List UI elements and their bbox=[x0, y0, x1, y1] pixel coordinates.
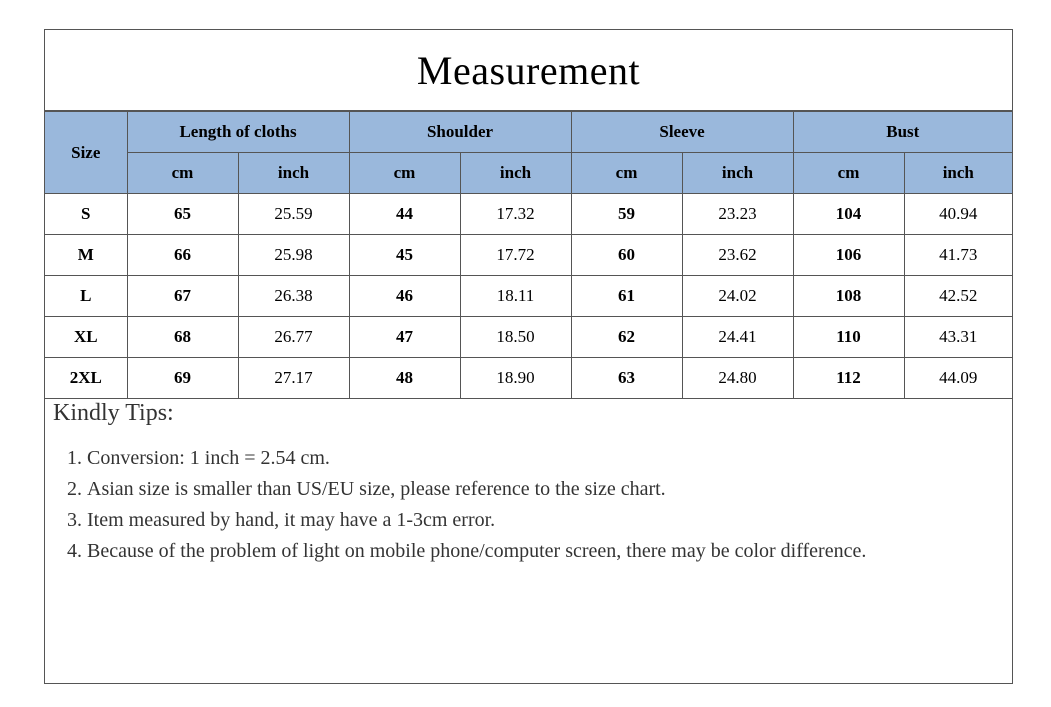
table-cell: 18.90 bbox=[460, 358, 571, 399]
size-table bbox=[45, 111, 1012, 399]
table-cell: 23.62 bbox=[682, 235, 793, 276]
tip-item: 4. Because of the problem of light on mobile phone/computer screen, there may be color difference. bbox=[87, 536, 913, 567]
table-cell: 47 bbox=[349, 317, 460, 358]
table-cell: 26.38 bbox=[238, 276, 349, 317]
table-cell: 24.02 bbox=[682, 276, 793, 317]
table-cell: 25.98 bbox=[238, 235, 349, 276]
table-row bbox=[45, 317, 1012, 358]
table-cell: 18.50 bbox=[460, 317, 571, 358]
group-header-shoulder: Shoulder bbox=[349, 112, 571, 153]
unit-header: cm bbox=[793, 153, 904, 194]
table-cell: 25.59 bbox=[238, 194, 349, 235]
table-row bbox=[45, 194, 1012, 235]
table-cell: 23.23 bbox=[682, 194, 793, 235]
unit-header: inch bbox=[460, 153, 571, 194]
kindly-tips bbox=[53, 400, 913, 567]
size-header: Size bbox=[45, 112, 127, 194]
table-cell: 24.41 bbox=[682, 317, 793, 358]
table-cell: 40.94 bbox=[904, 194, 1012, 235]
unit-header: cm bbox=[571, 153, 682, 194]
size-cell: L bbox=[45, 276, 127, 317]
table-cell: 44 bbox=[349, 194, 460, 235]
table-cell: 59 bbox=[571, 194, 682, 235]
table-cell: 66 bbox=[127, 235, 238, 276]
header-row-units bbox=[45, 153, 1012, 194]
table-cell: 44.09 bbox=[904, 358, 1012, 399]
unit-header: cm bbox=[349, 153, 460, 194]
size-cell: 2XL bbox=[45, 358, 127, 399]
table-cell: 27.17 bbox=[238, 358, 349, 399]
table-cell: 68 bbox=[127, 317, 238, 358]
table-cell: 104 bbox=[793, 194, 904, 235]
table-cell: 69 bbox=[127, 358, 238, 399]
header-row-groups bbox=[45, 112, 1012, 153]
page-title: Measurement bbox=[45, 30, 1012, 111]
unit-header: inch bbox=[904, 153, 1012, 194]
tips-title: Kindly Tips: bbox=[53, 400, 174, 426]
table-cell: 24.80 bbox=[682, 358, 793, 399]
table-cell: 48 bbox=[349, 358, 460, 399]
table-cell: 17.72 bbox=[460, 235, 571, 276]
group-header-sleeve: Sleeve bbox=[571, 112, 793, 153]
table-cell: 67 bbox=[127, 276, 238, 317]
table-cell: 41.73 bbox=[904, 235, 1012, 276]
table-cell: 18.11 bbox=[460, 276, 571, 317]
group-header-length: Length of cloths bbox=[127, 112, 349, 153]
table-cell: 45 bbox=[349, 235, 460, 276]
table-cell: 112 bbox=[793, 358, 904, 399]
table-cell: 62 bbox=[571, 317, 682, 358]
table-row bbox=[45, 235, 1012, 276]
table-cell: 46 bbox=[349, 276, 460, 317]
tip-item: 2. Asian size is smaller than US/EU size, please reference to the size chart. bbox=[87, 474, 913, 505]
table-cell: 17.32 bbox=[460, 194, 571, 235]
size-cell: S bbox=[45, 194, 127, 235]
size-cell: XL bbox=[45, 317, 127, 358]
measurement-sheet bbox=[44, 29, 1013, 684]
tip-item: 3. Item measured by hand, it may have a 1-3cm error. bbox=[87, 505, 913, 536]
table-cell: 42.52 bbox=[904, 276, 1012, 317]
table-cell: 60 bbox=[571, 235, 682, 276]
group-header-bust: Bust bbox=[793, 112, 1012, 153]
table-cell: 106 bbox=[793, 235, 904, 276]
table-row bbox=[45, 276, 1012, 317]
table-cell: 26.77 bbox=[238, 317, 349, 358]
size-cell: M bbox=[45, 235, 127, 276]
table-cell: 65 bbox=[127, 194, 238, 235]
unit-header: inch bbox=[682, 153, 793, 194]
table-cell: 110 bbox=[793, 317, 904, 358]
table-cell: 108 bbox=[793, 276, 904, 317]
table-cell: 43.31 bbox=[904, 317, 1012, 358]
unit-header: cm bbox=[127, 153, 238, 194]
table-cell: 61 bbox=[571, 276, 682, 317]
table-row bbox=[45, 358, 1012, 399]
table-cell: 63 bbox=[571, 358, 682, 399]
unit-header: inch bbox=[238, 153, 349, 194]
tips-list bbox=[53, 443, 913, 567]
tip-item: 1. Conversion: 1 inch = 2.54 cm. bbox=[87, 443, 913, 474]
